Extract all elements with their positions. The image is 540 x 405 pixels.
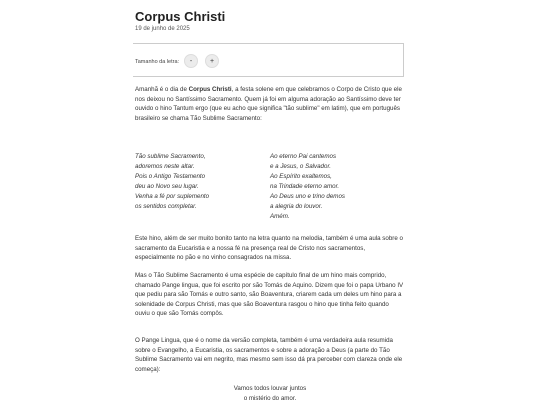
hymn-line: Pois o Antigo Testamento [135, 173, 206, 180]
hymn-left-stanza [135, 152, 209, 212]
hymn-line: Venha a fé por suplemento [135, 193, 210, 200]
intro-bold-term: Corpus Christi [188, 86, 232, 93]
hymn-line: Ao eterno Pai cantemos [270, 153, 337, 160]
decrease-font-button[interactable]: - [184, 54, 198, 68]
increase-font-button[interactable]: + [205, 54, 219, 68]
body-paragraph: Este hino, além de ser muito bonito tanto na letra quanto na melodia, também é uma aula sobre o sacramento da Eucaristia e a nossa fé na presença real de Cristo nos sacramentos, especialmente no pão e no vinho consagrados na missa. [135, 235, 403, 262]
hymn-line: Ao Espírito exaltemos, [270, 173, 332, 180]
hymn-line: deu ao Novo seu lugar. [135, 183, 199, 190]
hymn-right-stanza [270, 152, 345, 222]
article-title: Corpus Christi [135, 9, 226, 24]
intro-text-end: , a festa solene em que celebramos o Corpo de Cristo que ele nos deixou no Santíssimo Sacramento. Quem já foi em alguma adoração ao Santíssimo deve ter ouvido o hino Tantum ergo (que eu acho que significa "tão sublime" em latim), que em português brasileiro se chama Tão Sublime Sacramento: [135, 86, 402, 122]
verse-line: Vamos todos louvar juntos [233, 385, 307, 392]
hymn-line: adoremos neste altar. [135, 163, 195, 170]
hymn-line: a alegria do louvor. [270, 203, 323, 210]
intro-paragraph [135, 85, 405, 123]
hymn-line: e a Jesus, o Salvador. [270, 163, 331, 170]
hymn-line: Tão sublime Sacramento, [135, 153, 206, 160]
hymn-line: Ao Deus uno e trino demos [270, 193, 345, 200]
article-date: 19 de junho de 2025 [135, 26, 190, 32]
verse-line: o mistério do amor. [243, 395, 297, 402]
body-paragraph: O Pange Lingua, que é o nome da versão completa, também é uma verdadeira aula resumida sobre o Evangelho, a Eucaristia, os sacramentos e sobre a adoração a Deus (a parte do Tão Sublime Sacramento vai em negrito, mas mesmo sem isso dá pra perceber com clareza onde ele começa): [135, 337, 403, 373]
hymn-line: Amém. [270, 213, 290, 220]
intro-text-start: Amanhã é o dia de [135, 86, 189, 93]
hymn-line: na Trindade eterno amor. [270, 183, 340, 190]
font-size-controls [133, 43, 404, 77]
body-paragraph: Mas o Tão Sublime Sacramento é uma espécie de capítulo final de um hino mais comprido, chamado Pange lingua, que foi escrito por são Tomás de Aquino. Dizem que foi o papa Urbano IV que pediu para são Tomás e outro santo, são Boaventura, criarem cada um deles um hino para a solenidade de Corpus Christi, mas que são Boaventura rasgou o hino que tinha feito quando ouviu o que são Tomás compôs. [135, 272, 404, 318]
hymn-verse-excerpt [135, 384, 405, 404]
font-size-label: Tamanho da letra: [135, 59, 180, 65]
hymn-line: os sentidos completar. [135, 203, 197, 210]
